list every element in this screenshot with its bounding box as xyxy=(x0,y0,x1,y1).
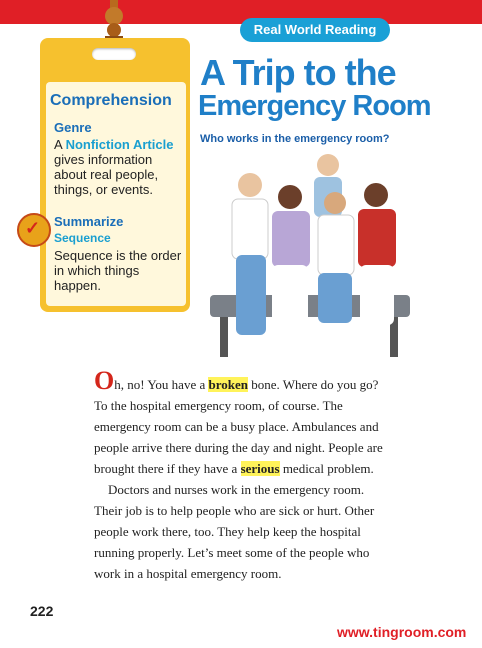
genre-term: Nonfiction Article xyxy=(65,137,174,152)
p1-text-b: bone. Where do you go? To the hospital emergency room, of course. The emergency room can be a busy place. Ambulances and people arrive there during the day and night. People are brought there if they have a xyxy=(94,377,383,476)
medical-staff-photo xyxy=(190,145,430,365)
comprehension-title: Comprehension xyxy=(50,92,172,109)
top-red-bar xyxy=(0,0,482,24)
p1-text-a: h, no! You have a xyxy=(114,377,209,392)
genre-suffix: gives information about real people, things, or events. xyxy=(54,152,159,197)
article-title-line1: A Trip to the xyxy=(200,52,396,93)
article-title-line2: Emergency Room xyxy=(198,90,431,122)
p1-text-c: medical problem. xyxy=(279,461,374,476)
article-question: Who works in the emergency room? xyxy=(200,133,390,145)
strategy-badge-icon xyxy=(17,213,51,247)
vocab-serious: serious xyxy=(240,461,280,476)
paragraph-2: Doctors and nurses work in the emergency room. Their job is to help people who are sick or hurt. Other people work there, too. They help keep the hospital running properly. Let’s meet some of the people who work in a hospital emergency room. xyxy=(94,482,375,581)
checkmark-icon: ✓ xyxy=(25,218,41,238)
genre-prefix: A xyxy=(54,137,66,152)
summarize-heading: Summarize xyxy=(54,214,124,229)
genre-description xyxy=(54,137,182,197)
sequence-heading: Sequence xyxy=(54,231,111,245)
sequence-description: Sequence is the order in which things happen. xyxy=(54,248,182,293)
article-body xyxy=(94,366,394,584)
section-label: Real World Reading xyxy=(240,18,390,42)
card-hole xyxy=(92,48,136,60)
page-number: 222 xyxy=(30,603,54,619)
paragraph-1 xyxy=(94,366,394,479)
footer-url[interactable]: www.tingroom.com xyxy=(337,624,467,640)
dropcap: O xyxy=(94,366,115,395)
vocab-broken: broken xyxy=(208,377,248,392)
genre-heading: Genre xyxy=(54,120,92,135)
